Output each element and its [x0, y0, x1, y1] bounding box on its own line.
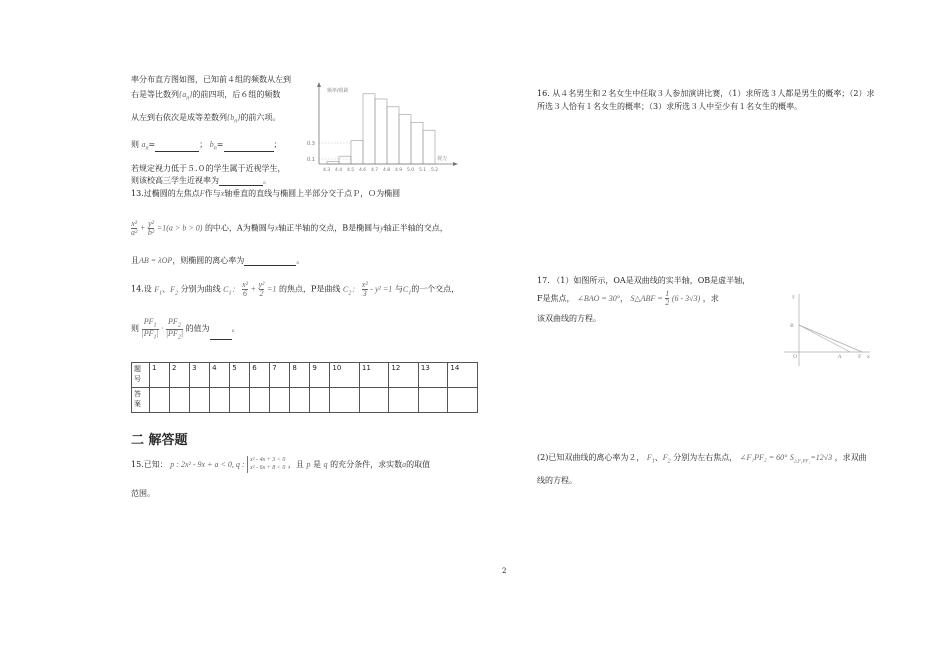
x-axis-arrow	[453, 162, 458, 166]
qnum-10: 10	[330, 363, 359, 388]
a-n-term: $a_n$	[141, 140, 149, 152]
histogram-xtick-5.1: 5.1	[419, 168, 427, 173]
ytick-0-1: 0.1	[307, 157, 315, 163]
q16-line1: 16. 从４名男生和２名女生中任取３人参加演讲比赛，（1）求所选３人都是男生的概率；（2）求	[537, 89, 875, 98]
qnum-4: 4	[210, 363, 230, 388]
q17-part2-line1: (2)已知双曲线的离心率为２， $F_1$、$F_2$ 分别为左右焦点， ∠F₁PF₂ = 60° $S_{\triangle F_1PF_2}=12√3$ ，求双曲	[537, 453, 867, 465]
answer-cell-4[interactable]	[210, 388, 230, 413]
seq-a: $\{a_n\}$	[179, 90, 193, 102]
b-n-term: $b_n$	[209, 140, 217, 152]
q17-line1: 17. （1）如图所示，OA是双曲线的实半轴，OB是虚半轴，	[537, 276, 751, 285]
answer-blank-rate[interactable]	[219, 177, 263, 186]
qnum-7: 7	[270, 363, 290, 388]
answer-cell-12[interactable]	[389, 388, 418, 413]
q14-line2: 则 $\frac{PF_1}{|PF_1|}$ · $\frac{PF_2}{|PF_2|}$ 的值为 。	[131, 317, 240, 341]
qnum-3: 3	[190, 363, 210, 388]
answer-blank-bn[interactable]	[224, 143, 274, 152]
histogram-bar-4.8	[387, 107, 399, 164]
q15-line1: 15.已知： p : 2x² - 9x + a < 0, q : x² - 4x + 3 < 0 x² - 6x + 8 < 0 ，且 p 是 q 的充分条件，求实数a的取值	[131, 457, 431, 472]
page-number: 2	[502, 567, 507, 575]
fig-label-A: A	[838, 354, 842, 360]
q17-line2: F是焦点， ∠BAO = 30°， S△ABF = $\frac{1}{2}$ (6 - 3√3) ，求	[537, 289, 719, 307]
histogram-bar-4.7	[375, 99, 387, 164]
fig-label-y: y	[792, 294, 795, 300]
answer-cell-7[interactable]	[270, 388, 290, 413]
q12-line2: 右是等比数列$\{a_n\}$的前四项，后６组的频数	[131, 90, 281, 102]
answer-cell-6[interactable]	[250, 388, 270, 413]
histogram-bar-5.0	[411, 122, 423, 164]
qnum-13: 13	[418, 363, 447, 388]
section-title: 二 解答题	[131, 433, 188, 448]
histogram-bar-5.1	[423, 130, 435, 164]
answer-cell-5[interactable]	[230, 388, 250, 413]
histogram-xtick-4.9: 4.9	[395, 168, 403, 173]
fig-label-O: O	[793, 354, 798, 360]
answer-blank-an[interactable]	[155, 143, 199, 152]
q16-line2: 所选３人恰有１名女生的概率；（3）求所选３人中至少有１名女生的概率。	[537, 102, 803, 111]
histogram-bar-4.4	[339, 156, 351, 164]
histogram-xtick-4.7: 4.7	[371, 168, 379, 173]
hyperbola-figure	[780, 288, 875, 368]
histogram-bar-4.6	[363, 94, 375, 164]
qnum-2: 2	[170, 363, 190, 388]
histogram-xtick-4.3: 4.3	[323, 168, 331, 173]
ellipse-y-frac: $\frac{\text{y²}}{\text{b²}}$	[147, 219, 155, 237]
fig-segment-BF	[799, 325, 862, 352]
qnum-11: 11	[359, 363, 388, 388]
answer-cell-9[interactable]	[310, 388, 330, 413]
seq-b: $\{b_n\}$	[227, 113, 241, 125]
q14-line1: 14.设 $F_1$、$F_2$ 分别为曲线 $C_1$： $\frac{\text{x²}}{6}$ + $\frac{\text{y²}}{2}$ =1 的焦点，P是曲线 $C_2$： $\frac{\text{x²}}{3}$ - y² =1 与$C_1$的一个交点，	[131, 280, 460, 298]
qnum-14: 14	[448, 363, 478, 388]
qnum-1: 1	[150, 363, 170, 388]
ellipse-x-frac: $\frac{\text{x²}}{\text{a²}}$	[131, 219, 138, 237]
histogram-xtick-4.8: 4.8	[383, 168, 391, 173]
histogram-xtick-5.0: 5.0	[407, 168, 415, 173]
q12-line4: 则 $a_n=$ ； $b_n=$ ；	[131, 140, 282, 152]
histogram-xtick-4.5: 4.5	[347, 168, 355, 173]
answer-cell-11[interactable]	[359, 388, 388, 413]
fig-label-x: x	[867, 354, 870, 360]
answer-cell-label: 答 案	[132, 388, 150, 413]
header-cell-label: 题 号	[132, 363, 150, 388]
y-axis-arrow	[317, 82, 321, 87]
histogram-xtick-4.6: 4.6	[359, 168, 367, 173]
histogram-xlabel: 视力	[437, 156, 448, 162]
q12-line6: 则该校高三学生近视率为 。	[131, 176, 271, 185]
answer-blank-eccentricity[interactable]	[244, 257, 296, 266]
q13-line1: 13.过椭圆的左焦点F作与x轴垂直的直线与椭圆上半部分交于点Ｐ，Ｏ为椭圆	[131, 189, 401, 198]
q13-line3: 且AB = λOP，则椭圆的离心率为 。	[131, 256, 305, 265]
answer-cell-13[interactable]	[418, 388, 447, 413]
answer-table	[131, 362, 478, 413]
q12-line1: 率分布直方图如图，已知前４组的频数从左到	[131, 75, 291, 84]
fig-segment-BA	[799, 325, 850, 352]
histogram-xtick-5.2: 5.2	[431, 168, 439, 173]
qnum-5: 5	[230, 363, 250, 388]
q17-line3: 该双曲线的方程。	[537, 314, 601, 323]
frequency-histogram	[305, 80, 465, 180]
histogram-bar-4.5	[351, 141, 363, 164]
answer-cell-8[interactable]	[290, 388, 310, 413]
qnum-6: 6	[250, 363, 270, 388]
q-system: x² - 4x + 3 < 0 x² - 6x + 8 < 0	[247, 456, 285, 473]
histogram-xtick-4.4: 4.4	[335, 168, 343, 173]
q15-line2: 范围。	[131, 489, 155, 498]
q17-part2-line2: 线的方程。	[537, 476, 577, 485]
answer-table-header-row	[132, 363, 478, 388]
qnum-8: 8	[290, 363, 310, 388]
answer-cell-1[interactable]	[150, 388, 170, 413]
answer-cell-14[interactable]	[448, 388, 478, 413]
qnum-12: 12	[389, 363, 418, 388]
histogram-bar-4.9	[399, 115, 411, 164]
q12-line3: 从左到右依次是成等差数列$\{b_n\}$的前六项。	[131, 113, 281, 125]
histogram-ylabel: 频率/组距	[327, 88, 349, 94]
qnum-9: 9	[310, 363, 330, 388]
fig-label-B: B	[790, 323, 794, 329]
answer-cell-2[interactable]	[170, 388, 190, 413]
fig-label-F: F	[858, 354, 862, 360]
ytick-0-3: 0.3	[307, 141, 315, 147]
answer-blank-pf[interactable]	[210, 331, 232, 340]
answer-cell-10[interactable]	[330, 388, 359, 413]
q12-line5: 若规定视力低于５.０的学生属于近视学生，	[131, 164, 286, 173]
q13-line2: $\frac{\text{x²}}{\text{a²}}$ + $\frac{\text{y²}}{\text{b²}}$ =1(a > b > 0) 的中心，A为椭圆与x轴正半轴的交点，B是椭圆与y轴正半轴的交点，	[131, 219, 448, 237]
answer-cell-3[interactable]	[190, 388, 210, 413]
answer-table-answer-row	[132, 388, 478, 413]
